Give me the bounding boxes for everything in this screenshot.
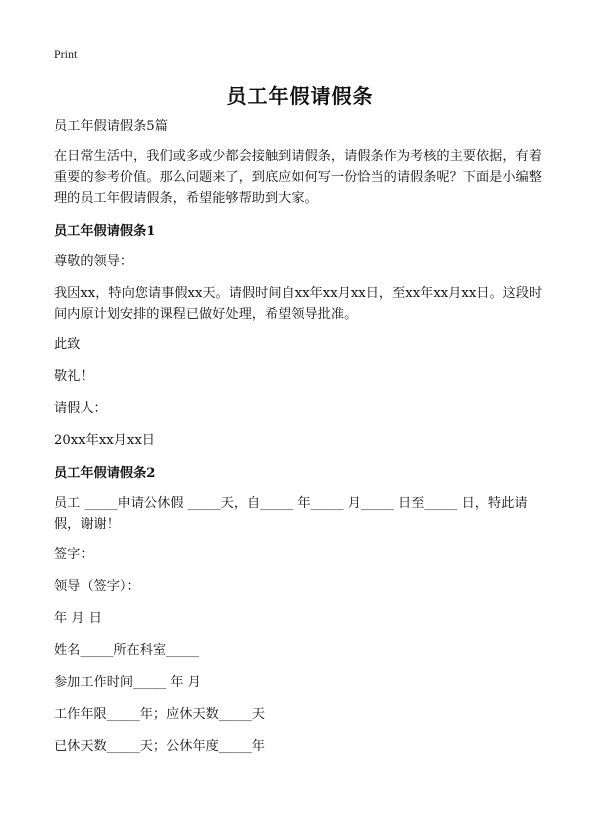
work-start-line: 参加工作时间_____ 年 月: [54, 675, 201, 690]
request-date: 20xx年xx月xx日: [54, 433, 155, 448]
leader-signature-line: 领导（签字）：: [54, 579, 140, 594]
print-label: Print: [54, 47, 78, 61]
applicant-label: 请假人：: [54, 401, 107, 416]
leave-form-paragraph: 员工 _____申请公休假 _____天，自_____ 年_____ 月_____ 日至_____ 日，特此请假，谢谢！: [54, 496, 528, 532]
signature-line: 签字：: [54, 547, 94, 562]
intro-paragraph: 在日常生活中，我们或多或少都会接触到请假条，请假条作为考核的主要依据，有着重要的参考价值。那么问题来了，到底应如何写一份恰当的请假条呢？下面是小编整理的员工年假请假条，希望能够帮助到大家。: [54, 149, 542, 206]
date-line: 年 月 日: [54, 611, 102, 626]
page-title: 员工年假请假条: [226, 84, 374, 108]
salutation: 尊敬的领导：: [54, 254, 134, 269]
name-department-line: 姓名_____所在科室_____: [54, 643, 200, 658]
section-1-heading: 员工年假请假条1: [54, 224, 156, 239]
used-days-line: 已休天数_____天；公休年度_____年: [54, 739, 265, 754]
section-2-heading: 员工年假请假条2: [54, 466, 156, 481]
work-years-line: 工作年限_____年；应休天数_____天: [54, 707, 265, 722]
document-body: [54, 116, 549, 768]
leave-request-paragraph: 我因xx，特向您请事假xx天。请假时间自xx年xx月xx日，至xx年xx月xx日。这段时间内原计划安排的课程已做好处理，希望领导批准。: [54, 286, 543, 322]
closing-salute: 敬礼！: [54, 369, 94, 384]
closing-greeting: 此致: [54, 337, 81, 352]
subtitle: 员工年假请假条5篇: [54, 119, 168, 134]
